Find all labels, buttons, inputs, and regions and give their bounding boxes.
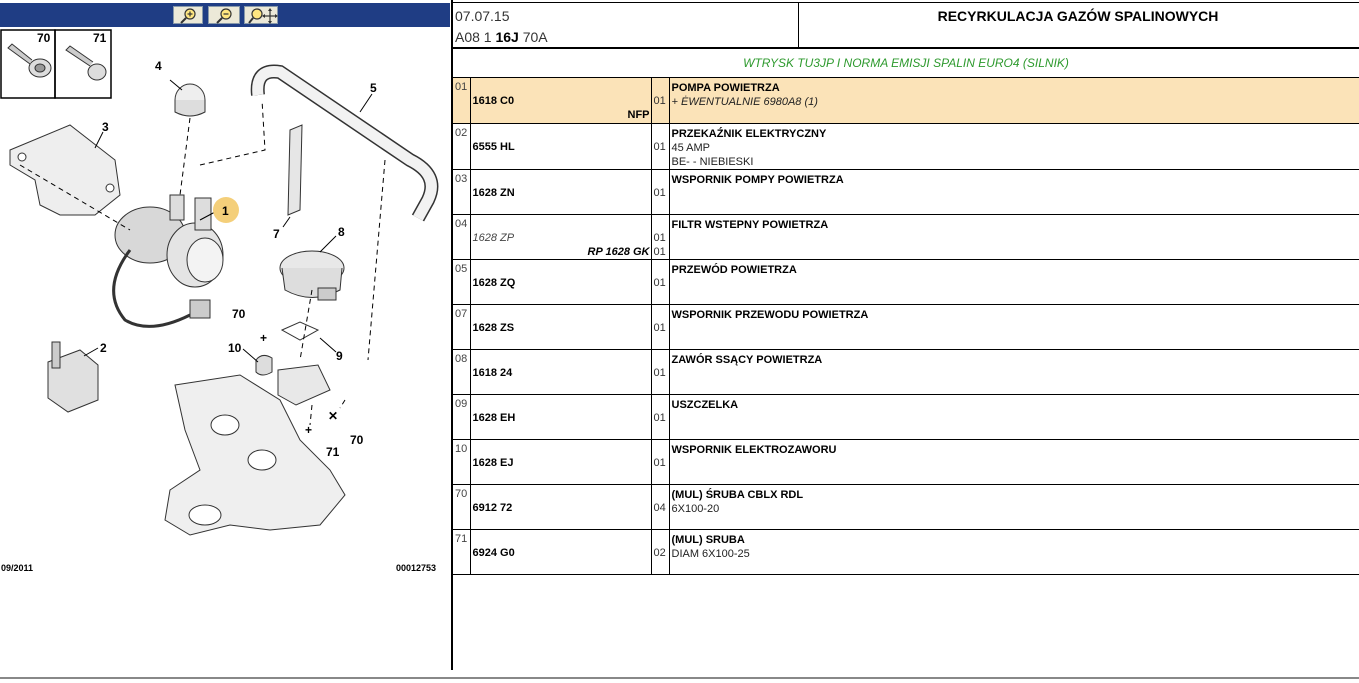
part-title: WSPORNIK ELEKTROZAWORU — [671, 443, 837, 456]
part-index-cell: 07 — [453, 304, 470, 349]
part-quantity: 01 — [653, 140, 666, 153]
part-quantity: 01 — [653, 95, 666, 107]
part-description-cell — [669, 484, 1359, 529]
part-quantity: 01 — [653, 186, 666, 199]
parts-panel — [453, 0, 1359, 683]
part-title: USZCZELKA — [671, 398, 739, 411]
part-title: WSPORNIK POMPY POWIETRZA — [671, 173, 844, 186]
part-index-cell: 01 — [453, 78, 470, 123]
label-4: 4 — [155, 59, 162, 73]
part-description-cell — [669, 529, 1359, 574]
table-row[interactable] — [453, 214, 1359, 259]
part-reference-link[interactable]: 1618 C0 — [472, 95, 515, 107]
header-bottom-border — [453, 47, 1359, 49]
page-title: RECYRKULACJA GAZÓW SPALINOWYCH — [937, 8, 1219, 24]
header-code-prefix: A08 1 — [455, 29, 496, 45]
part-1-pump-drawing — [114, 195, 223, 326]
part-index-cell: 02 — [453, 123, 470, 169]
label-5: 5 — [370, 81, 377, 95]
parts-table — [453, 78, 1359, 575]
part-detail-line: BE- - NIEBIESKI — [671, 155, 754, 168]
part-title: PRZEKAŹNIK ELEKTRYCZNY — [671, 127, 827, 140]
part-quantity-cell — [651, 169, 669, 214]
part-index-cell: 08 — [453, 349, 470, 394]
part-9-gasket-drawing — [282, 322, 336, 352]
table-row[interactable] — [453, 169, 1359, 214]
part-index-cell: 04 — [453, 214, 470, 259]
table-row[interactable] — [453, 123, 1359, 169]
exploded-parts-diagram — [0, 28, 450, 588]
part-7-clip-drawing — [283, 125, 302, 227]
part-reference-cell — [470, 123, 651, 169]
part-description-cell — [669, 349, 1359, 394]
table-row[interactable] — [453, 439, 1359, 484]
part-flag: NFP — [627, 109, 650, 121]
header-code — [455, 29, 548, 45]
header-code-bold: 16J — [495, 29, 519, 45]
part-quantity-cell — [651, 394, 669, 439]
part-quantity: 01 — [653, 231, 666, 244]
part-3-bracket-drawing — [10, 125, 120, 215]
part-reference-cell — [470, 349, 651, 394]
diagram-date: 09/2011 — [1, 563, 34, 573]
table-row[interactable] — [453, 484, 1359, 529]
plus-marker-71: + — [305, 423, 313, 437]
table-row[interactable] — [453, 529, 1359, 574]
part-quantity-cell — [651, 484, 669, 529]
zoom-pan-icon — [245, 7, 279, 25]
part-index-cell: 05 — [453, 259, 470, 304]
part-reference-link[interactable]: 1628 EJ — [472, 456, 514, 469]
part-description-cell — [669, 214, 1359, 259]
part-reference-cell — [470, 439, 651, 484]
part-reference-cell — [470, 484, 651, 529]
part-quantity: 01 — [653, 276, 666, 289]
label-8: 8 — [338, 225, 345, 239]
screw-70-drawing — [8, 44, 51, 77]
part-title: POMPA POWIETRZA — [671, 82, 780, 94]
part-description-cell — [669, 169, 1359, 214]
part-index-cell: 09 — [453, 394, 470, 439]
part-index-cell: 70 — [453, 484, 470, 529]
part-index-cell: 03 — [453, 169, 470, 214]
label-70-top: 70 — [37, 31, 51, 45]
part-quantity: 01 — [653, 321, 666, 334]
part-quantity-cell — [651, 304, 669, 349]
part-detail-line: 45 AMP — [671, 141, 711, 154]
part-description-cell — [669, 123, 1359, 169]
part-reference-cell — [470, 529, 651, 574]
table-row[interactable] — [453, 304, 1359, 349]
zoom-pan-button[interactable] — [244, 6, 278, 24]
part-replacement-note: RP 1628 GK — [587, 245, 650, 258]
part-index-cell: 71 — [453, 529, 470, 574]
screw-71-drawing — [66, 46, 106, 80]
part-reference-link[interactable]: 6555 HL — [472, 140, 515, 153]
part-reference-cell — [470, 169, 651, 214]
label-9: 9 — [336, 349, 343, 363]
label-70-bottom: 70 — [350, 433, 364, 447]
part-quantity-cell — [651, 259, 669, 304]
part-description-cell — [669, 439, 1359, 484]
part-5-hose-drawing — [258, 71, 432, 218]
part-quantity-cell — [651, 439, 669, 484]
label-2: 2 — [100, 341, 107, 355]
label-3: 3 — [102, 120, 109, 134]
part-reference-cell — [470, 78, 651, 123]
part-title: ZAWÓR SSĄCY POWIETRZA — [671, 353, 823, 366]
zoom-out-icon — [209, 7, 241, 25]
part-quantity: 01 — [653, 411, 666, 424]
zoom-out-button[interactable] — [208, 6, 240, 24]
part-index-cell: 10 — [453, 439, 470, 484]
part-quantity: 01 — [653, 366, 666, 379]
part-reference-link[interactable]: 6924 G0 — [472, 546, 515, 559]
part-reference-link[interactable]: 6912 72 — [472, 501, 513, 514]
cross-marker-70: ✕ — [328, 409, 339, 423]
label-10: 10 — [228, 341, 242, 355]
bottom-border — [0, 677, 1359, 679]
table-row[interactable] — [453, 78, 1359, 123]
part-description-cell — [669, 259, 1359, 304]
part-detail-line: DIAM 6X100-25 — [671, 547, 750, 560]
label-71-top: 71 — [93, 31, 107, 45]
zoom-in-button[interactable] — [173, 6, 203, 24]
part-reference-cell — [470, 214, 651, 259]
plus-marker-70: + — [260, 331, 268, 345]
part-description-cell — [669, 304, 1359, 349]
part-reference-cell — [470, 304, 651, 349]
part-2-relay-drawing — [48, 342, 98, 412]
label-7: 7 — [273, 227, 280, 241]
label-70-mid: 70 — [232, 307, 246, 321]
part-reference-link[interactable]: 1618 24 — [472, 366, 513, 379]
part-quantity-cell — [651, 529, 669, 574]
part-quantity: 01 — [653, 456, 666, 469]
exhaust-manifold-drawing — [165, 375, 345, 535]
part-reference-cell — [470, 394, 651, 439]
part-title: PRZEWÓD POWIETRZA — [671, 263, 797, 276]
part-quantity-cell — [651, 123, 669, 169]
part-reference-link[interactable]: 1628 EH — [472, 411, 516, 424]
diagram-reference: 00012753 — [396, 563, 437, 573]
part-quantity-cell — [651, 349, 669, 394]
part-title: FILTR WSTEPNY POWIETRZA — [671, 218, 829, 231]
part-quantity: 04 — [653, 501, 666, 514]
part-description-cell — [669, 78, 1359, 123]
label-1: 1 — [222, 204, 229, 218]
part-reference-cell — [470, 259, 651, 304]
part-detail-line: + ĖWENTUALNIE 6980A8 (1) — [671, 96, 818, 108]
part-detail-line: 6X100-20 — [671, 502, 720, 515]
part-quantity-cell — [651, 78, 669, 123]
part-reference-link[interactable]: 1628 ZS — [472, 321, 515, 334]
part-quantity-alt: 01 — [653, 245, 666, 258]
zoom-toolbar — [0, 3, 450, 27]
engine-subtitle: WTRYSK TU3JP I NORMA EMISJI SPALIN EURO4 (SILNIK) — [743, 56, 1069, 70]
diagram-panel — [0, 0, 451, 683]
header-date: 07.07.15 — [455, 8, 510, 24]
part-quantity: 02 — [653, 546, 666, 559]
table-row[interactable] — [453, 394, 1359, 439]
part-quantity-cell — [651, 214, 669, 259]
table-row[interactable] — [453, 259, 1359, 304]
header-top-border — [453, 2, 1359, 3]
header-code-suffix: 70A — [518, 29, 548, 45]
label-71-bottom: 71 — [326, 445, 340, 459]
table-row[interactable] — [453, 349, 1359, 394]
part-title: (MUL) SRUBA — [671, 533, 745, 546]
part-title: WSPORNIK PRZEWODU POWIETRZA — [671, 308, 869, 321]
part-title: (MUL) ŚRUBA CBLX RDL — [671, 488, 804, 501]
part-description-cell — [669, 394, 1359, 439]
part-reference-alt[interactable]: 1628 ZP — [472, 231, 515, 244]
zoom-in-icon — [174, 7, 204, 25]
part-reference-link[interactable]: 1628 ZN — [472, 186, 515, 199]
part-reference-link[interactable]: 1628 ZQ — [472, 276, 516, 289]
part-4-filter-drawing — [170, 80, 205, 116]
